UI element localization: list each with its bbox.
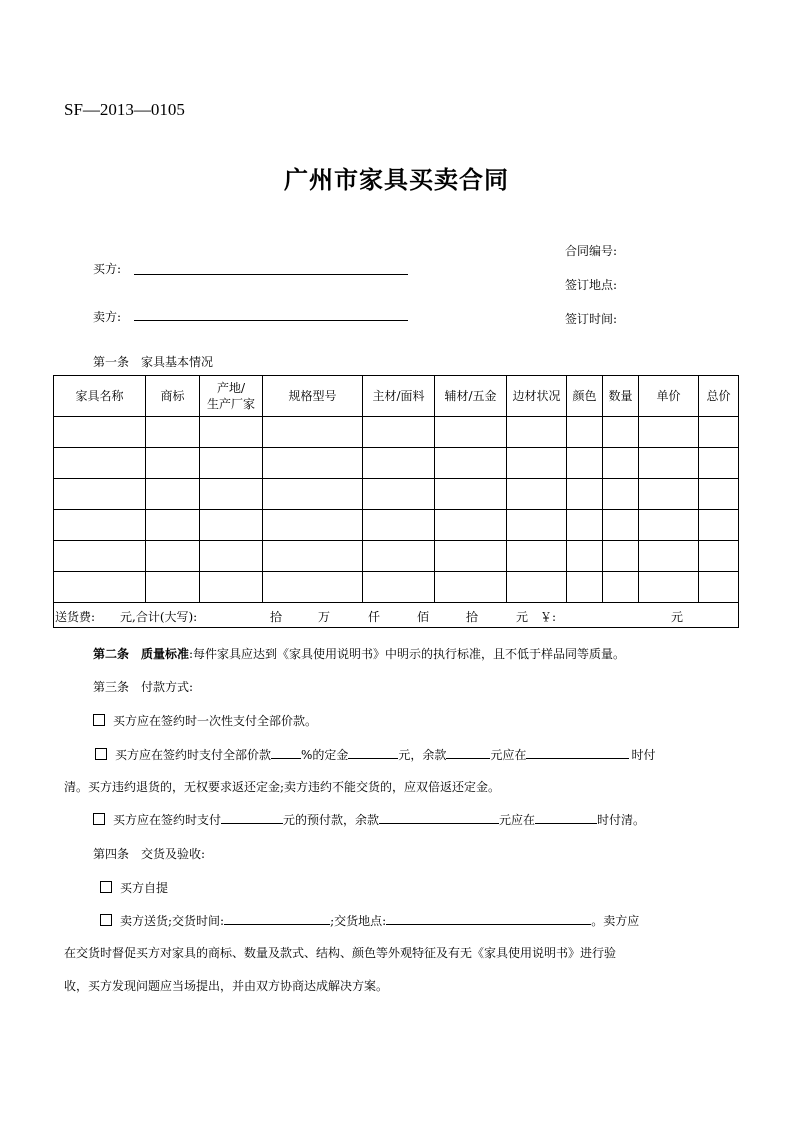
remaining-amount-line[interactable] [379,811,499,824]
opt2-text-c: 元，余款 [398,748,447,762]
deposit-amount-line[interactable] [348,746,398,759]
checkbox-seller-delivery[interactable] [100,914,112,926]
table-header-row [54,376,739,417]
article3-heading: 第三条 付款方式: [93,680,194,694]
balance-amount-line[interactable] [446,746,490,759]
checkbox-deposit[interactable] [95,748,107,760]
payment-option-3 [93,811,645,828]
article4-text-line2: 在交货时督促买方对家具的商标、数量及款式、结构、颜色等外观特征及有无《家具使用说明书》进行验 [64,946,617,960]
page-title: 广州市家具买卖合同 [284,165,509,194]
col-unit-price: 单价 [639,376,699,417]
sign-time-label: 签订时间: [565,312,618,326]
opt3-text-c: 元应在 [499,813,536,827]
payment-option-1-text: 买方应在签约时一次性支付全部价款。 [113,714,318,728]
checkbox-prepayment[interactable] [93,813,105,825]
article4-text-line3: 收，买方发现问题应当场提出，并由双方协商达成解决方案。 [64,979,389,993]
balance-time-line[interactable] [526,746,629,759]
delivery-place-line[interactable] [386,912,591,925]
delivery-option-2 [100,912,639,929]
table-row[interactable] [54,479,739,510]
total-label: 元,合计(大写): [120,610,198,624]
delivery-fee-label: 送货费: [55,610,96,624]
opt4-text-c: 。卖方应 [591,914,640,928]
opt4-text-b: ;交货地点: [330,914,387,928]
col-spec: 规格型号 [263,376,363,417]
col-edge: 边材状况 [507,376,567,417]
table-total-row [54,603,739,628]
delivery-option-1-text: 买方自提 [120,881,169,895]
contract-no-label: 合同编号: [565,244,618,258]
sign-place-label: 签订地点: [565,278,618,292]
article2 [93,645,625,662]
opt2-text-a: 买方应在签约时支付全部价款 [115,748,272,762]
seller-input-line[interactable] [134,320,408,321]
remaining-time-line[interactable] [535,811,597,824]
opt2-text-d: 元应在 [490,748,527,762]
deposit-percent-line[interactable] [271,746,301,759]
unit-shi2-label: 拾 [466,610,479,624]
delivery-time-line[interactable] [224,912,330,925]
article2-label: 第二条 质量标准 [93,647,190,661]
article4-heading: 第四条 交货及验收: [93,847,206,861]
payment-option-2 [95,746,655,763]
table-row[interactable] [54,541,739,572]
payment-option-2-cont: 清。买方违约退货的，无权要求返还定金;卖方违约不能交货的，应双倍返还定金。 [64,780,501,794]
table-row[interactable] [54,510,739,541]
payment-option-1 [93,712,317,729]
table-row[interactable] [54,417,739,448]
col-qty: 数量 [603,376,639,417]
article1-heading: 第一条 家具基本情况 [93,355,214,369]
unit-bai-label: 佰 [417,610,430,624]
prepayment-amount-line[interactable] [221,811,283,824]
col-origin: 产地/ 生产厂家 [200,376,263,417]
col-aux-material: 辅材/五金 [435,376,507,417]
col-total: 总价 [699,376,739,417]
unit-qian-label: 仟 [368,610,381,624]
yuan-currency-label: 元 ￥: [516,610,557,624]
seller-label: 卖方: [93,310,122,324]
checkbox-self-pickup[interactable] [100,881,112,893]
article2-text: :每件家具应达到《家具使用说明书》中明示的执行标准，且不低于样品同等质量。 [189,647,626,661]
furniture-table [53,375,739,628]
buyer-label: 买方: [93,262,122,276]
yuan-end-label: 元 [671,610,684,624]
opt4-text-a: 卖方送货;交货时间: [120,914,225,928]
checkbox-full-payment[interactable] [93,714,105,726]
table-row[interactable] [54,448,739,479]
table-row[interactable] [54,572,739,603]
delivery-option-1 [100,879,168,896]
opt3-text-d: 时付清。 [597,813,646,827]
col-color: 颜色 [567,376,603,417]
unit-shi-label: 拾 [270,610,283,624]
document-code: SF—2013—0105 [64,100,185,119]
opt3-text-b: 元的预付款，余款 [283,813,380,827]
opt3-text-a: 买方应在签约时支付 [113,813,222,827]
col-main-material: 主材/面料 [363,376,435,417]
col-brand: 商标 [146,376,200,417]
opt2-text-b: %的定金 [301,748,349,762]
buyer-input-line[interactable] [134,274,408,275]
opt2-text-e: 时付 [631,748,656,762]
col-name: 家具名称 [54,376,146,417]
unit-wan-label: 万 [318,610,331,624]
